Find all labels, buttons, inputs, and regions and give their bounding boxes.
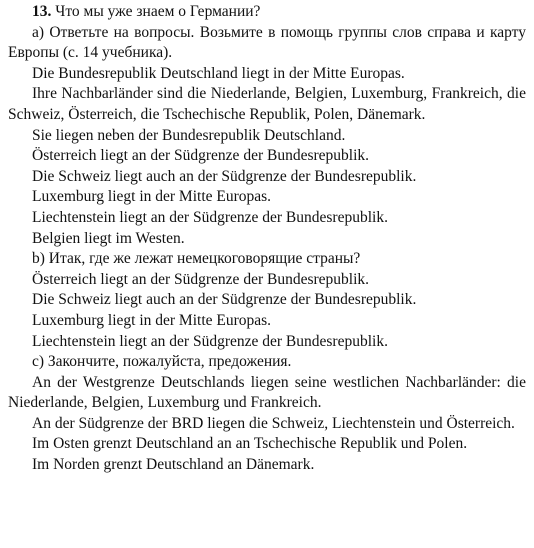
answer-line: An der Südgrenze der BRD liegen die Schweiz, Liechtenstein und Österreich.	[32, 414, 515, 432]
task-b-question: b) Итак, где же лежат немецкоговорящие страны?	[32, 250, 361, 268]
exercise-title: Что мы уже знаем о Германии?	[55, 3, 261, 20]
answer-line: An der Westgrenze Deutschlands liegen seine westlichen Nachbarländer: die Niederlande, Belgien, Luxemburg und Frankreich.	[8, 373, 526, 412]
answer-line: Die Bundesrepublik Deutschland liegt in der Mitte Europas.	[32, 64, 405, 82]
answer-line: Ihre Nachbarländer sind die Niederlande, Belgien, Luxemburg, Frankreich, die Schweiz, Österreich, die Tschechische Republik, Polen, Dänemark.	[8, 85, 526, 123]
answer-line: Die Schweiz liegt auch an der Südgrenze der Bundesrepublik.	[32, 167, 417, 185]
answer-line: Österreich liegt an der Südgrenze der Bundesrepublik.	[32, 270, 370, 288]
exercise-number: 13.	[32, 3, 52, 20]
answer-line: Im Osten grenzt Deutschland an an Tschechische Republik und Polen.	[32, 435, 468, 453]
answer-line: Luxemburg liegt in der Mitte Europas.	[32, 311, 272, 329]
answer-line: Sie liegen neben der Bundesrepublik Deutschland.	[32, 126, 346, 144]
task-c-instruction: с) Закончите, пожалуйста, предожения.	[32, 353, 292, 371]
exercise-heading	[8, 2, 526, 23]
task-a-instruction: а) Ответьте на вопросы. Возьмите в помощь группы слов справа и карту Европы (с. 14 учебника).	[8, 23, 526, 62]
answer-line: Die Schweiz liegt auch an der Südgrenze der Bundesrepublik.	[32, 291, 417, 309]
answer-line: Liechtenstein liegt an der Südgrenze der Bundesrepublik.	[32, 332, 388, 350]
answer-line: Belgien liegt im Westen.	[32, 229, 185, 247]
answer-line: Liechtenstein liegt an der Südgrenze der Bundesrepublik.	[32, 208, 388, 226]
answer-line: Luxemburg liegt in der Mitte Europas.	[32, 188, 272, 206]
answer-line: Österreich liegt an der Südgrenze der Bundesrepublik.	[32, 147, 370, 165]
answer-line: Im Norden grenzt Deutschland an Dänemark.	[32, 456, 315, 474]
